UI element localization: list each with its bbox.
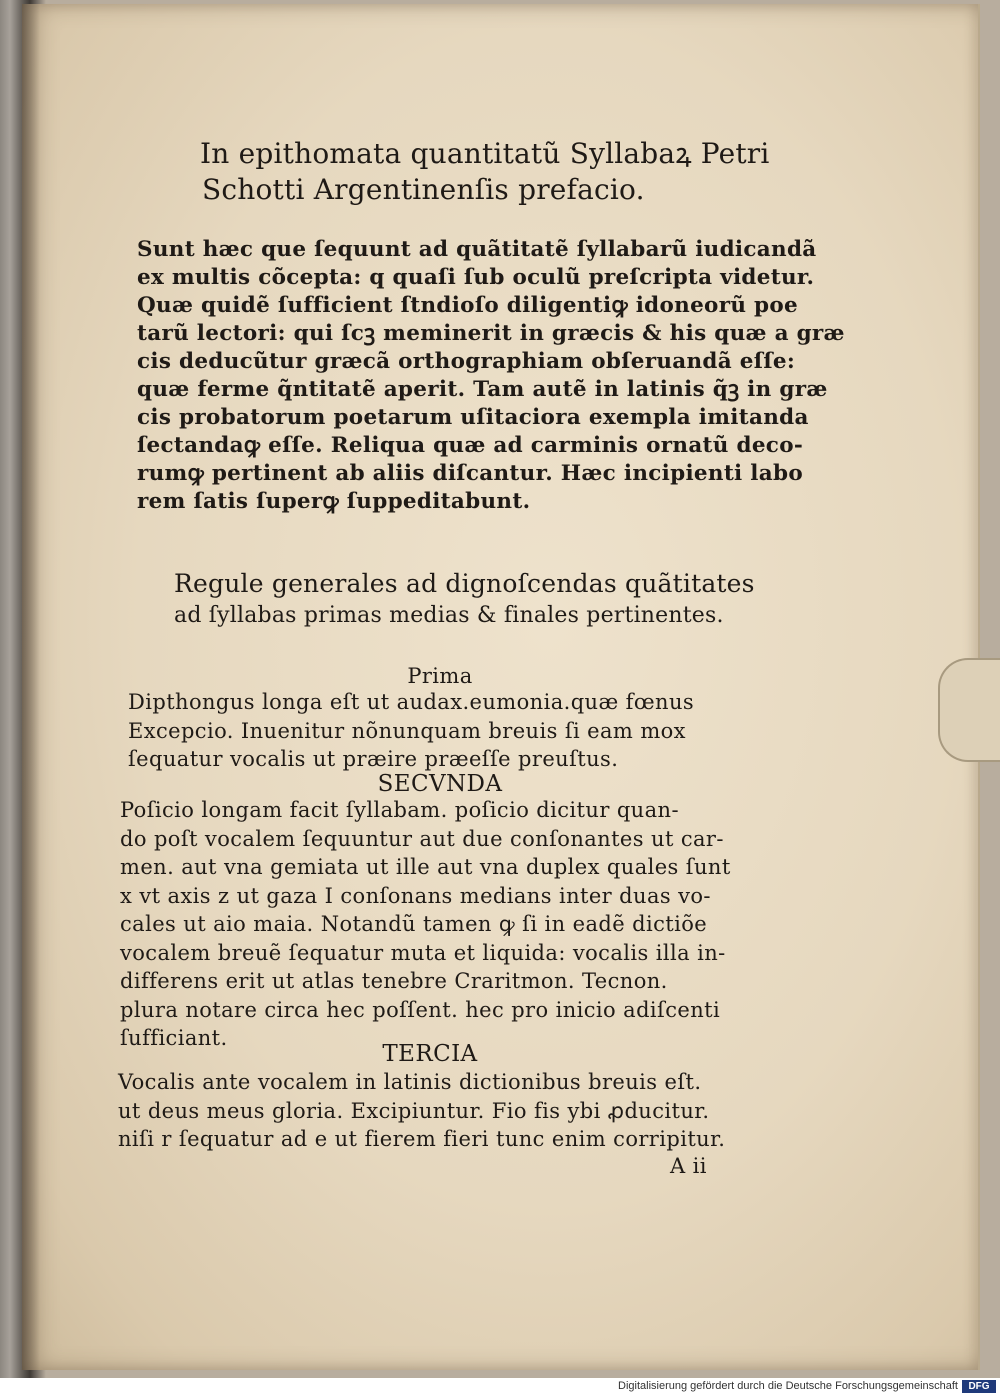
secunda-line: vocalem breuẽ ſequatur muta et liquida: vocalis illa in- [120, 940, 726, 965]
title-line: Schotti Argentinenſis prefacio. [202, 173, 645, 206]
rules-heading-line: ad ſyllabas primas medias & finales pertinentes. [174, 603, 724, 628]
section-heading-prima: Prima [407, 664, 473, 688]
preface-line: tarũ lectori: qui ſcꝫ meminerit in græcis & his quæ a græ [137, 321, 845, 346]
dfg-logo: DFG [962, 1380, 996, 1393]
preface-text [137, 236, 845, 516]
page-title [200, 136, 770, 208]
page-clip-tab [938, 658, 1000, 762]
rules-heading [174, 568, 755, 632]
secunda-text [120, 796, 731, 1053]
tercia-line: Vocalis ante vocalem in latinis dictionibus breuis eſt. [118, 1070, 702, 1094]
preface-line: rumꝙ pertinent ab aliis diſcantur. Hæc incipienti labo [137, 461, 803, 486]
preface-line: Sunt hæc que ſequunt ad quãtitatẽ ſyllabarũ iudicandã [137, 237, 817, 262]
preface-line: ſectandaꝙ eſſe. Reliqua quæ ad carminis ornatũ deco- [137, 433, 804, 458]
secunda-line: plura notare circa hec poſſent. hec pro inicio adiſcenti [120, 997, 721, 1022]
prima-line: Excepcio. Inuenitur nõnunquam breuis ſi eam mox [128, 718, 686, 743]
prima-text [128, 688, 694, 774]
preface-line: ex multis cõcepta: q quaſi ſub oculũ preſcripta videtur. [137, 265, 815, 290]
tercia-line: niſi r ſequatur ad e ut fierem fieri tunc enim corripitur. [118, 1127, 726, 1151]
preface-line: cis probatorum poetarum uſitaciora exempla imitanda [137, 405, 809, 430]
section-heading-secunda: SECVNDA [377, 771, 503, 797]
tercia-text [118, 1068, 725, 1154]
secunda-line: ſufficiant. [120, 1026, 228, 1050]
rules-heading-line: Regule generales ad dignoſcendas quãtitates [174, 569, 755, 598]
footer-text: Digitalisierung gefördert durch die Deutsche Forschungsgemeinschaft [618, 1380, 958, 1392]
secunda-line: do poſt vocalem ſequuntur aut due conſonantes ut car- [120, 826, 724, 851]
preface-line: rem ſatis ſuperꝙ ſuppeditabunt. [137, 489, 531, 514]
secunda-line: Poſicio longam facit ſyllabam. poſicio dicitur quan- [120, 798, 679, 822]
prima-line: Dipthongus longa eſt ut audax.eumonia.quæ fœnus [128, 690, 695, 714]
preface-line: quæ ferme q̃ntitatẽ aperit. Tam autẽ in latinis q̃ꝫ in græ [137, 377, 828, 402]
title-line: In epithomata quantitatũ Syllabaꝝ Petri [200, 137, 770, 170]
preface-line: Quæ quidẽ ſufficient ſtndioſo diligentiꝙ idoneorũ poe [137, 293, 798, 318]
secunda-line: differens erit ut atlas tenebre Craritmon. Tecnon. [120, 969, 668, 993]
digitization-footer [0, 1378, 1000, 1396]
secunda-line: men. aut vna gemiata ut ille aut vna duplex quales ſunt [120, 855, 731, 879]
section-heading-tercia: TERCIA [382, 1041, 478, 1067]
preface-line: cis deducũtur græcã orthographiam obſeruandã eſſe: [137, 349, 796, 374]
signature-mark: A ii [670, 1154, 707, 1178]
prima-line: ſequatur vocalis ut præire præeſſe preuſtus. [128, 747, 619, 771]
tercia-line: ut deus meus gloria. Excipiuntur. Fio fis ybi ꝓducitur. [118, 1098, 710, 1123]
secunda-line: x vt axis z ut gaza I conſonans medians inter duas vo- [120, 883, 711, 908]
secunda-line: cales ut aio maia. Notandũ tamen ꝙ ſi in eadẽ dictiõe [120, 912, 708, 936]
page-gutter-shadow [22, 4, 40, 1370]
